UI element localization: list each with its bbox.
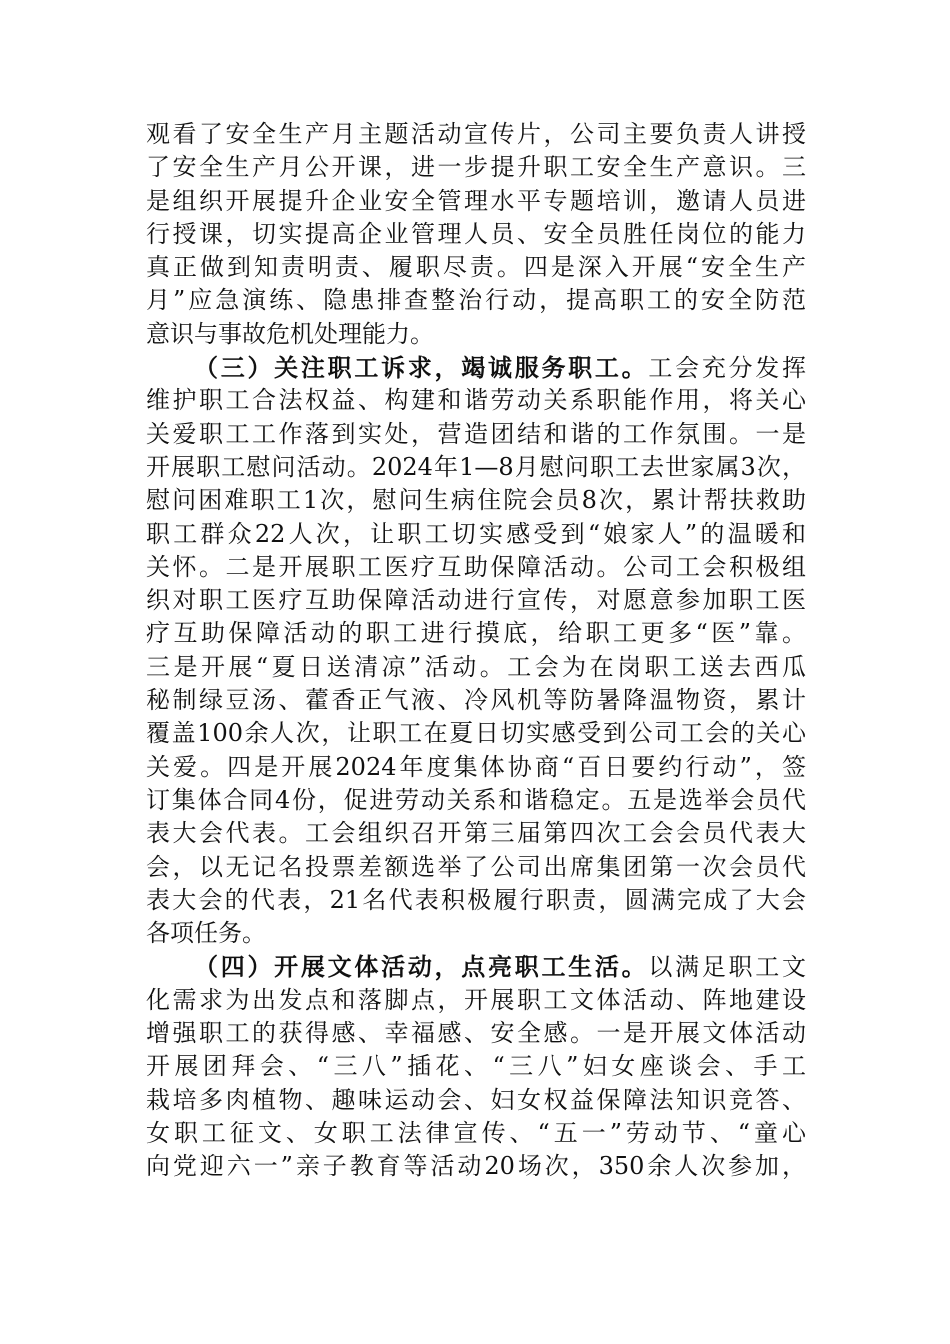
section-heading: （四）开展文体活动，点亮职工生活。 <box>194 952 649 982</box>
text-line: 栽培多肉植物、趣味运动会、妇女权益保障法知识竞答、 <box>146 1085 806 1114</box>
text-line: 关怀。二是开展职工医疗互助保障活动。公司工会积极组 <box>146 552 806 581</box>
text-line: 行授课，切实提高企业管理人员、安全员胜任岗位的能力 <box>146 219 806 248</box>
text-line: 会，以无记名投票差额选举了公司出席集团第一次会员代 <box>146 852 806 881</box>
paragraph-first-line <box>146 950 806 983</box>
text-line: 关爱。四是开展2024年度集体协商“百日要约行动”，签 <box>146 752 806 781</box>
text-line: 秘制绿豆汤、藿香正气液、冷风机等防暑降温物资，累计 <box>146 686 806 715</box>
text-line: 开展团拜会、“三八”插花、“三八”妇女座谈会、手工 <box>146 1052 806 1081</box>
text-line: 关爱职工工作落到实处，营造团结和谐的工作氛围。一是 <box>146 419 806 448</box>
text-line: 月”应急演练、隐患排查整治行动，提高职工的安全防范 <box>146 286 806 315</box>
heading-followup-text: 工会充分发挥 <box>648 354 807 383</box>
text-line: 慰问困难职工1次，慰问生病住院会员8次，累计帮扶救助 <box>146 486 806 515</box>
text-line: 增强职工的获得感、幸福感、安全感。一是开展文体活动 <box>146 1019 806 1048</box>
text-line: 表大会代表。工会组织召开第三届第四次工会会员代表大 <box>146 819 806 848</box>
text-line: 维护职工合法权益、构建和谐劳动关系职能作用，将关心 <box>146 386 806 415</box>
paragraph-2 <box>146 351 806 950</box>
text-line: 是组织开展提升企业安全管理水平专题培训，邀请人员进 <box>146 186 806 215</box>
paragraph-first-line <box>146 351 806 384</box>
paragraph-3 <box>146 950 806 1183</box>
text-line: 观看了安全生产月主题活动宣传片，公司主要负责人讲授 <box>146 120 806 148</box>
text-line: 职工群众22人次，让职工切实感受到“娘家人”的温暖和 <box>146 519 806 548</box>
text-line: 意识与事故危机处理能力。 <box>146 319 434 348</box>
text-line: 女职工征文、女职工法律宣传、“五一”劳动节、“童心 <box>146 1118 806 1147</box>
text-line: 真正做到知责明责、履职尽责。四是深入开展“安全生产 <box>146 253 806 282</box>
text-line: 织对职工医疗互助保障活动进行宣传，对愿意参加职工医 <box>146 586 806 615</box>
text-line: 三是开展“夏日送清凉”活动。工会为在岗职工送去西瓜 <box>146 652 806 681</box>
paragraph-1 <box>146 118 806 351</box>
text-line: 了安全生产月公开课，进一步提升职工安全生产意识。三 <box>146 153 806 182</box>
text-line: 覆盖100余人次，让职工在夏日切实感受到公司工会的关心 <box>146 719 806 748</box>
text-line: 各项任务。 <box>146 919 266 948</box>
text-line: 订集体合同4份，促进劳动关系和谐稳定。五是选举会员代 <box>146 785 806 814</box>
text-line: 开展职工慰问活动。2024年1—8月慰问职工去世家属3次， <box>146 452 806 481</box>
section-heading: （三）关注职工诉求，竭诚服务职工。 <box>194 353 649 383</box>
heading-followup-text: 以满足职工文 <box>648 953 807 982</box>
text-line: 表大会的代表，21名代表积极履行职责，圆满完成了大会 <box>146 885 806 914</box>
document-page <box>146 118 806 1184</box>
text-line: 向党迎六一”亲子教育等活动20场次，350余人次参加， <box>146 1152 806 1181</box>
text-line: 化需求为出发点和落脚点，开展职工文体活动、阵地建设 <box>146 985 806 1014</box>
text-line: 疗互助保障活动的职工进行摸底，给职工更多“医”靠。 <box>146 619 806 648</box>
